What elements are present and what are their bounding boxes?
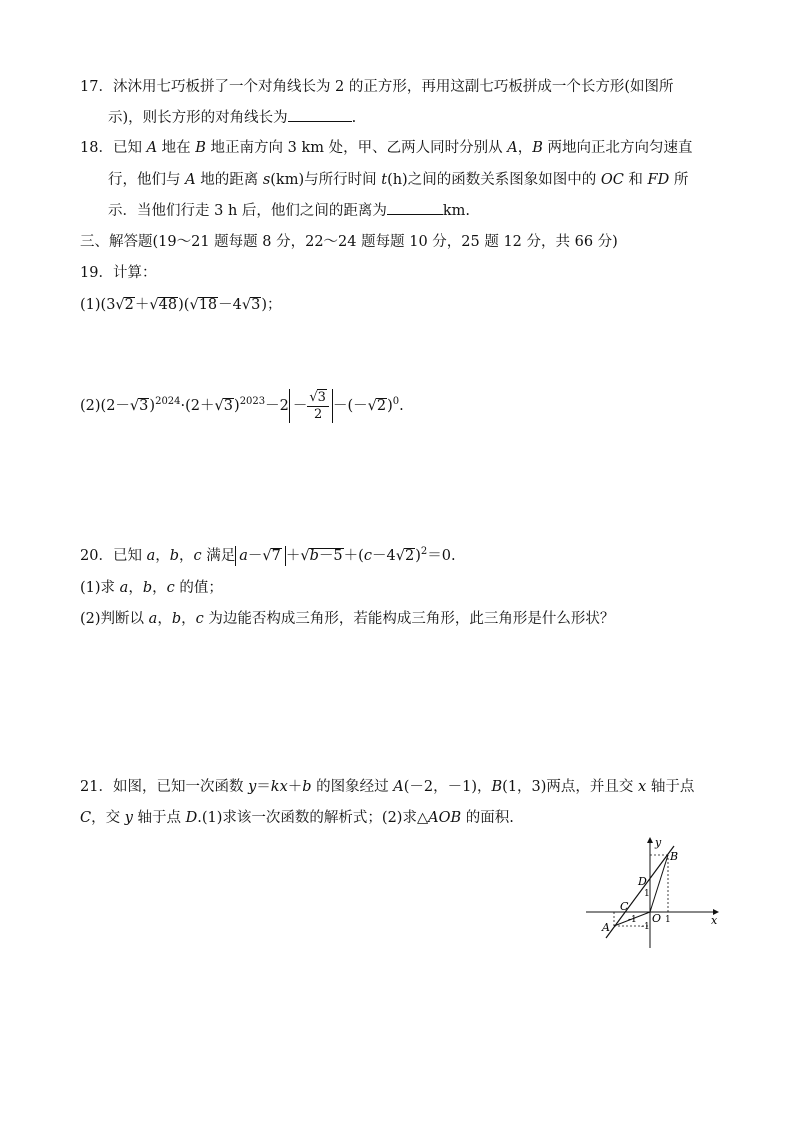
q20-part2: (2)判断以 a，b，c 为边能否构成三角形，若能构成三角形，此三角形是什么形状？ [80,611,615,627]
label-point-a: A [602,921,610,934]
q20-line1: 20．已知 a，b，c 满足 $a-√7 +√b-5+(c-4√2)^2=0$. [80,546,456,564]
q21-line1: 21．如图，已知一次函数 y＝kx＋b 的图象经过 A(－2，－1)，B(1，3)两点，并且交 x 轴于点 [80,779,695,795]
q18-line1: 18．已知 A 地在 B 地正南方向 3 km 处，甲、乙两人同时分别从 A，B 两地向正北方向匀速直 [80,140,693,156]
segment-ob [650,855,668,912]
tick-x-1: 1 [665,915,671,925]
q19-part2: $(2)(2-√3)^{2024}\cdot(2+√3)^{2023}-2$ － $\frac{√3}{2}$ $-(-√2)^0$. [80,390,404,422]
q18-line3: 示．当他们行走 3 h 后，他们之间的距离为 km. [108,200,470,221]
q21-line2: C，交 y 轴于点 D.(1)求该一次函数的解析式；(2)求△AOB 的面积. [80,810,514,826]
q17-line2: 示)，则长方形的对角线长为 . [108,107,356,128]
label-point-c: C [620,900,629,913]
coordinate-figure [580,832,730,952]
label-origin-o: O [652,912,662,925]
tick-y-minus-1: -1 [641,922,650,932]
answer-blank-18[interactable] [387,200,443,215]
label-y-axis: y [655,836,662,849]
label-point-b: B [670,850,679,863]
q18-line2: 行，他们与 A 地的距离 s(km)与所行时间 t(h)之间的函数关系图象如图中的 OC 和 FD 所 [108,172,689,188]
tick-y-1: 1 [644,889,650,899]
label-point-d: D [638,875,647,888]
q19-part1: (1)(3√2＋√48)(√18－4√3)； [80,297,282,313]
q20-part1: (1)求 a，b，c 的值； [80,580,223,596]
q19-title: 19．计算： [80,265,157,281]
tick-x-minus-1: -1 [628,915,637,925]
q17-line1: 17．沐沐用七巧板拼了一个对角线长为 2 的正方形，再用这副七巧板拼成一个长方形(如图所 [80,79,674,95]
answer-blank-17[interactable] [288,107,352,122]
section-3-heading: 三、解答题(19～21 题每题 8 分，22～24 题每题 10 分，25 题 12 分，共 66 分) [80,234,618,250]
line-ab [606,846,674,938]
label-x-axis: x [711,914,718,927]
